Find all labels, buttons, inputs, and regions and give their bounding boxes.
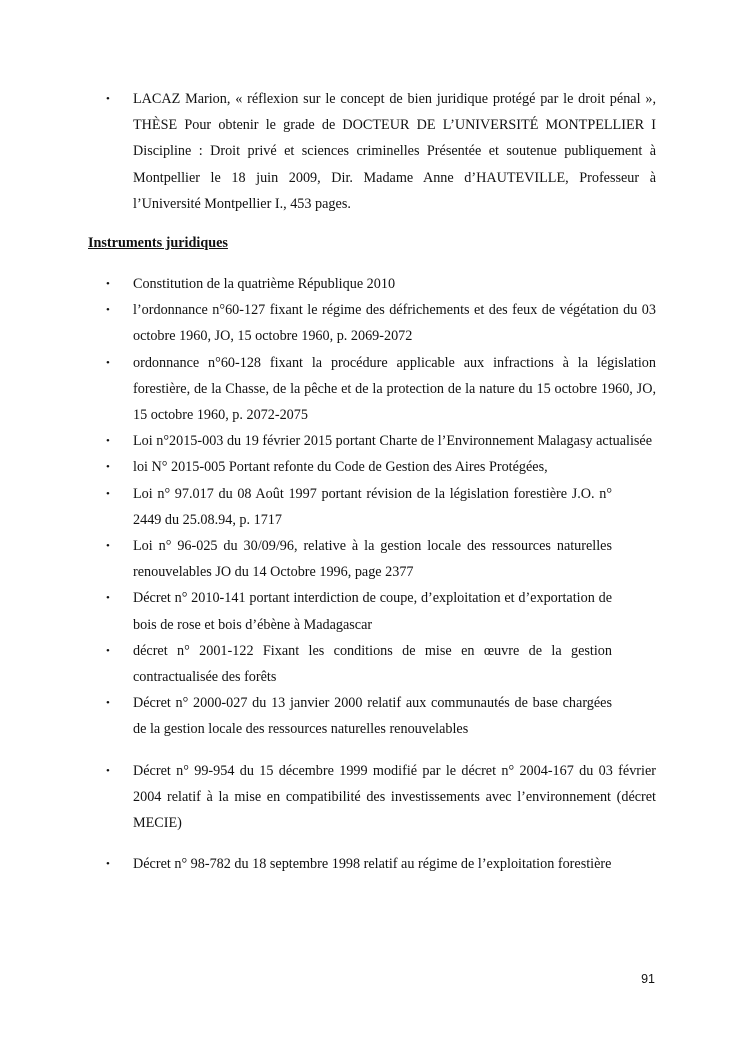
bullet-icon: • bbox=[106, 764, 110, 777]
legal-instrument-item bbox=[88, 851, 612, 877]
bullet-icon: • bbox=[106, 356, 110, 369]
legal-instrument-item bbox=[88, 585, 612, 637]
bullet-icon: • bbox=[106, 592, 110, 605]
legal-instrument-item bbox=[88, 271, 656, 297]
page-number: 91 bbox=[641, 972, 655, 986]
bullet-icon: • bbox=[106, 697, 110, 710]
bullet-icon: • bbox=[106, 540, 110, 553]
legal-instrument-text: ordonnance n°60-128 fixant la procédure applicable aux infractions à la législation forestière, de la Chasse, de la pêche et de la protection de la nature du 15 octobre 1960, JO, 15 octobre 1960, p. 2072-2075 bbox=[133, 354, 656, 424]
section-heading: Instruments juridiques bbox=[88, 235, 228, 251]
legal-instrument-item bbox=[88, 297, 656, 349]
legal-instrument-text: l’ordonnance n°60-127 fixant le régime des défrichements et des feux de végétation du 03 octobre 1960, JO, 15 octobre 1960, p. 2069-2072 bbox=[133, 302, 656, 345]
bullet-icon: • bbox=[106, 278, 110, 290]
bullet-icon: • bbox=[106, 93, 110, 105]
legal-instrument-text: Décret n° 98-782 du 18 septembre 1998 relatif au régime de l’exploitation forestière bbox=[133, 856, 612, 873]
reference-item bbox=[88, 86, 656, 217]
bullet-icon: • bbox=[106, 858, 110, 871]
legal-instrument-item bbox=[88, 481, 612, 533]
bullet-icon: • bbox=[106, 461, 110, 474]
legal-instrument-text: décret n° 2001-122 Fixant les conditions de mise en œuvre de la gestion contractualisée des forêts bbox=[133, 642, 612, 686]
reference-list bbox=[88, 86, 656, 217]
legal-instrument-item bbox=[88, 454, 656, 480]
legal-instrument-text: Loi n°2015-003 du 19 février 2015 portant Charte de l’Environnement Malagasy actualisée bbox=[133, 433, 653, 450]
legal-instrument-text: Constitution de la quatrième République 2010 bbox=[133, 276, 396, 292]
bullet-icon: • bbox=[106, 304, 110, 317]
legal-instrument-text: Décret n° 99-954 du 15 décembre 1999 modifié par le décret n° 2004-167 du 03 février 2004 relatif à la mise en compatibilité des investissements avec l’environnement (décret MECIE) bbox=[133, 762, 656, 832]
legal-instrument-text: loi N° 2015-005 Portant refonte du Code de Gestion des Aires Protégées, bbox=[133, 459, 548, 476]
legal-instrument-text: Loi n° 97.017 du 08 Août 1997 portant révision de la législation forestière J.O. n° 2449 du 25.08.94, p. 1717 bbox=[133, 485, 612, 528]
legal-instrument-item bbox=[88, 428, 656, 454]
legal-instrument-list bbox=[88, 271, 656, 877]
legal-instrument-text: Décret n° 2010-141 portant interdiction de coupe, d’exploitation et d’exportation de bois de rose et bois d’ébène à Madagascar bbox=[133, 590, 612, 633]
legal-instrument-item bbox=[88, 533, 612, 585]
reference-text: LACAZ Marion, « réflexion sur le concept de bien juridique protégé par le droit pénal », THÈSE Pour obtenir le grade de DOCTEUR DE L’UNIVERSITÉ MONTPELLIER I Discipline : Droit privé et sciences criminelles Présentée et soutenue publiquement à Montpellier le 18 juin 2009, Dir. Madame Anne d’HAUTEVILLE, Professeur à l’Université Montpellier I., 453 pages. bbox=[133, 91, 656, 212]
bullet-icon: • bbox=[106, 644, 110, 657]
legal-instrument-item bbox=[88, 350, 656, 429]
bullet-icon: • bbox=[106, 487, 110, 500]
legal-instrument-text: Décret n° 2000-027 du 13 janvier 2000 relatif aux communautés de base chargées de la gestion locale des ressources naturelles renouvelables bbox=[133, 695, 612, 738]
legal-instrument-item bbox=[88, 690, 612, 742]
legal-instrument-item bbox=[88, 638, 612, 690]
legal-instrument-text: Loi n° 96-025 du 30/09/96, relative à la gestion locale des ressources naturelles renouvelables JO du 14 Octobre 1996, page 2377 bbox=[133, 538, 612, 581]
bullet-icon: • bbox=[106, 435, 110, 448]
legal-instrument-item bbox=[88, 758, 656, 837]
